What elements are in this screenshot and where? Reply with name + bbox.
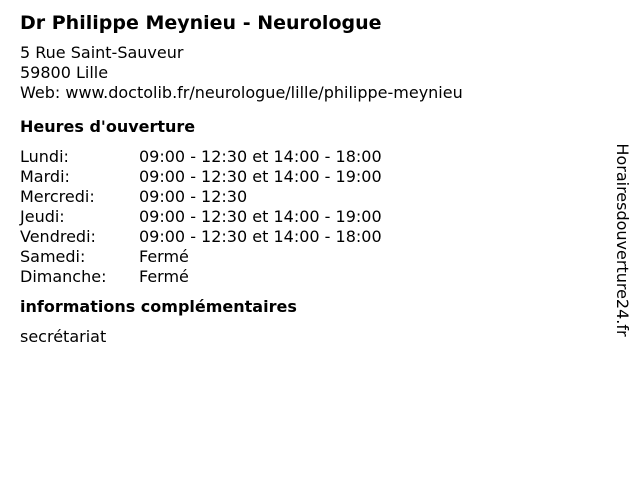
time-value: 09:00 - 12:30 et 14:00 - 18:00: [139, 147, 382, 166]
hours-row-vendredi: [20, 227, 600, 247]
time-value: 09:00 - 12:30: [139, 187, 248, 206]
time-value: Fermé: [139, 247, 189, 266]
info-heading: informations complémentaires: [20, 297, 297, 316]
time-value: 09:00 - 12:30 et 14:00 - 19:00: [139, 207, 382, 226]
day-label: Mardi:: [20, 167, 70, 186]
hours-row-jeudi: [20, 207, 600, 227]
listing-content: [20, 10, 600, 347]
hours-row-dimanche: [20, 267, 600, 287]
day-label: Dimanche:: [20, 267, 107, 286]
hours-row-mardi: [20, 167, 600, 187]
address-block: [20, 43, 600, 103]
day-label: Samedi:: [20, 247, 86, 266]
hours-row-samedi: [20, 247, 600, 267]
hours-table: [20, 147, 600, 287]
hours-heading: Heures d'ouverture: [20, 117, 196, 136]
time-value: Fermé: [139, 267, 189, 286]
hours-row-mercredi: [20, 187, 600, 207]
address-city: 59800 Lille: [20, 63, 109, 82]
time-value: 09:00 - 12:30 et 14:00 - 18:00: [139, 227, 382, 246]
day-label: Mercredi:: [20, 187, 95, 206]
hours-row-lundi: [20, 147, 600, 167]
page-title: Dr Philippe Meynieu - Neurologue: [20, 12, 382, 34]
day-label: Vendredi:: [20, 227, 96, 246]
day-label: Jeudi:: [20, 207, 65, 226]
day-label: Lundi:: [20, 147, 69, 166]
address-street: 5 Rue Saint-Sauveur: [20, 43, 184, 62]
address-web: Web: www.doctolib.fr/neurologue/lille/philippe-meynieu: [20, 83, 463, 102]
time-value: 09:00 - 12:30 et 14:00 - 19:00: [139, 167, 382, 186]
side-brand-watermark: Horairesdouverture24.fr: [613, 143, 632, 337]
info-text: secrétariat: [20, 327, 107, 346]
